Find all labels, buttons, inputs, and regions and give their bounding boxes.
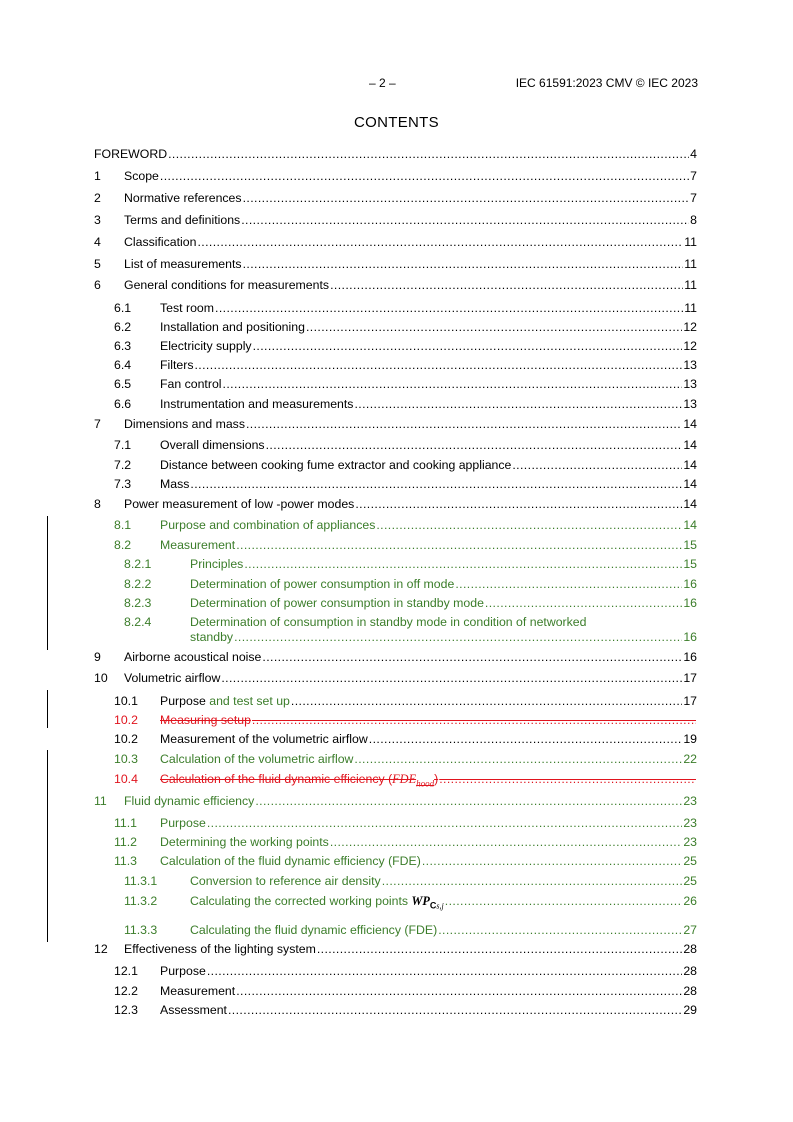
toc-entry-added[interactable]: 11.3.1 Conversion to reference air density ..... 25 (0, 873, 793, 889)
contents-title: CONTENTS (354, 114, 439, 131)
toc-entry-deleted[interactable]: 10.2 Measuring setup ..... (0, 712, 793, 728)
toc-entry[interactable]: 8 Power measurement of low -power modes ..... 14 (0, 496, 793, 512)
toc-entry[interactable]: 12 Effectiveness of the lighting system ..... 28 (0, 941, 793, 957)
toc-entry[interactable]: 7 Dimensions and mass ..... 14 (0, 416, 793, 432)
toc-entry-added[interactable]: 8.2.2 Determination of power consumption in off mode ..... 16 (0, 576, 793, 592)
toc-entry-added[interactable]: 8.2.4 Determination of consumption in standby mode in condition of networked (124, 615, 587, 629)
toc-entry[interactable]: 12.3 Assessment ..... 29 (0, 1002, 793, 1018)
toc-entry[interactable]: 10.2 Measurement of the volumetric airflow ..... 19 (0, 731, 793, 747)
toc-entry-added[interactable]: 11.2 Determining the working points ..... 23 (0, 834, 793, 850)
toc-entry[interactable]: 12.2 Measurement ..... 28 (0, 983, 793, 999)
toc-entry[interactable]: 2 Normative references ..... 7 (0, 190, 793, 206)
toc-entry[interactable]: 6.4 Filters ..... 13 (0, 357, 793, 373)
toc-entry[interactable]: 3 Terms and definitions ..... 8 (0, 212, 793, 228)
toc-entry[interactable]: 10.1 Purpose and test set up ..... 17 (0, 693, 793, 709)
toc-entry-added[interactable]: 8.2.3 Determination of power consumption in standby mode ..... 16 (0, 595, 793, 611)
toc-entry-added[interactable]: 8.2 Measurement ..... 15 (0, 537, 793, 553)
toc-entry-added[interactable]: 11.1 Purpose ..... 23 (0, 815, 793, 831)
toc-entry[interactable]: 6.2 Installation and positioning ..... 12 (0, 319, 793, 335)
toc-entry[interactable]: 7.3 Mass ..... 14 (0, 476, 793, 492)
toc-entry-added[interactable]: 10.3 Calculation of the volumetric airflow ..... 22 (0, 751, 793, 767)
toc-entry[interactable]: 1 Scope ..... 7 (0, 168, 793, 184)
toc-entry-added[interactable]: 11.3.2 Calculating the corrected working points $WP_{Cs,j}$ ..... 26 (0, 893, 793, 909)
toc-entry[interactable]: 12.1 Purpose ..... 28 (0, 963, 793, 979)
toc-entry-added[interactable]: 11.3.3 Calculating the fluid dynamic efficiency (FDE) ..... 27 (0, 922, 793, 938)
toc-entry[interactable]: 6.3 Electricity supply ..... 12 (0, 338, 793, 354)
toc-entry-added[interactable]: 8.2.1 Principles ..... 15 (0, 556, 793, 572)
toc-entry-added[interactable]: 11.3 Calculation of the fluid dynamic efficiency (FDE) ..... 25 (0, 853, 793, 869)
toc-entry-deleted[interactable]: 10.4 Calculation of the fluid dynamic efficiency $(FDE_{hood})$ ..... (0, 771, 793, 787)
toc-entry[interactable]: 10 Volumetric airflow ..... 17 (0, 670, 793, 686)
toc-entry[interactable]: 6 General conditions for measurements ..... 11 (0, 277, 793, 293)
toc-entry[interactable]: 9 Airborne acoustical noise ..... 16 (0, 649, 793, 665)
page-header-number: – 2 – (369, 76, 396, 90)
toc-entry[interactable]: 7.2 Distance between cooking fume extractor and cooking appliance ..... 14 (0, 457, 793, 473)
toc-entry[interactable]: 4 Classification ..... 11 (0, 234, 793, 250)
toc-entry[interactable]: 6.5 Fan control ..... 13 (0, 376, 793, 392)
fde-hood-symbol: FDE (392, 772, 417, 786)
toc-entry[interactable]: 6.6 Instrumentation and measurements ..... 13 (0, 396, 793, 412)
toc-entry[interactable]: FOREWORD ..... 4 (0, 146, 793, 162)
page-header-document-id: IEC 61591:2023 CMV © IEC 2023 (515, 76, 698, 90)
toc-entry[interactable]: 5 List of measurements ..... 11 (0, 256, 793, 272)
wp-symbol: WP (411, 894, 430, 908)
toc-entry-added-continued[interactable]: standby ..... 16 (0, 629, 793, 645)
toc-entry[interactable]: 6.1 Test room ..... 11 (0, 300, 793, 316)
toc-entry[interactable]: 7.1 Overall dimensions ..... 14 (0, 437, 793, 453)
toc-entry-added[interactable]: 11 Fluid dynamic efficiency ..... 23 (0, 793, 793, 809)
toc-entry-added[interactable]: 8.1 Purpose and combination of appliances ..... 14 (0, 517, 793, 533)
